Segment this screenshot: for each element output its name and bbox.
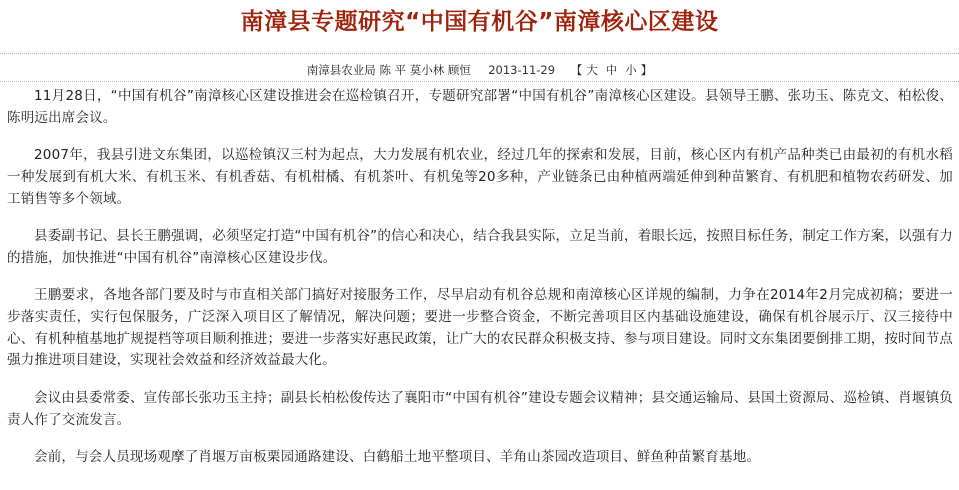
font-size-large-link[interactable]: 大 (586, 63, 598, 77)
font-size-control (571, 61, 653, 79)
article-source: 南漳县农业局 (306, 63, 376, 77)
article-meta (0, 61, 959, 79)
font-size-bracket-close: 】 (640, 63, 653, 77)
font-size-bracket-open: 【 (570, 63, 583, 77)
article-body (7, 86, 953, 484)
font-size-small-link[interactable]: 小 (625, 63, 637, 77)
article-authors: 陈 平 莫小林 顾恒 (379, 63, 471, 77)
article-paragraph: 会前，与会人员现场观摩了肖堰万亩板栗园通路建设、白鹤船土地平整项目、羊角山茶园改造项目、鲜鱼种苗繁育基地。 (34, 448, 761, 465)
article-title: 南漳县专题研究“中国有机谷”南漳核心区建设 (240, 9, 719, 35)
article-paragraph: 王鹏要求，各地各部门要及时与市直相关部门搞好对接服务工作，尽早启动有机谷总规和南漳核心区详规的编制，力争在2014年2月完成初稿；要进一步落实责任，实行包保服务，广泛深入项目区了解情况，解决问题；要进一步整合资金，不断完善项目区内基础设施建设，确保有机谷展示厅、汉三接待中心、有机种植基地扩规提档等项目顺利推进；要进一步落实好惠民政策，让广大的农民群众积极支持、参与项目建设。同时文东集团要倒排工期，按时间节点强力推进项目建设，实现社会效益和经济效益最大化。 (7, 287, 953, 369)
article-date: 2013-11-29 (488, 63, 556, 77)
font-size-medium-link[interactable]: 中 (605, 63, 618, 77)
meta-divider (0, 81, 959, 82)
article-paragraph: 会议由县委常委、宣传部长张功玉主持；副县长柏松俊传达了襄阳市“中国有机谷”建设专题会议精神；县交通运输局、县国土资源局、巡检镇、肖堰镇负责人作了交流发言。 (7, 389, 953, 428)
article-paragraph: 2007年，我县引进文东集团，以巡检镇汉三村为起点，大力发展有机农业，经过几年的探索和发展，目前，核心区内有机产品种类已由最初的有机水稻一种发展到有机大米、有机玉米、有机香菇、有机柑橘、有机茶叶、有机兔等20多种，产业链条已由种植两端延伸到种苗繁育、有机肥和植物农药研发、加工销售等多个领域。 (7, 147, 953, 207)
title-divider (0, 53, 959, 54)
article-paragraph: 11月28日，“中国有机谷”南漳核心区建设推进会在巡检镇召开，专题研究部署“中国有机谷”南漳核心区建设。县领导王鹏、张功玉、陈克文、柏松俊、陈明远出席会议。 (7, 88, 953, 126)
article-paragraph: 县委副书记、县长王鹏强调，必须坚定打造“中国有机谷”的信心和决心，结合我县实际，立足当前，着眼长远，按照目标任务，制定工作方案，以强有力的措施，加快推进“中国有机谷”南漳核心区建设步伐。 (7, 227, 953, 266)
